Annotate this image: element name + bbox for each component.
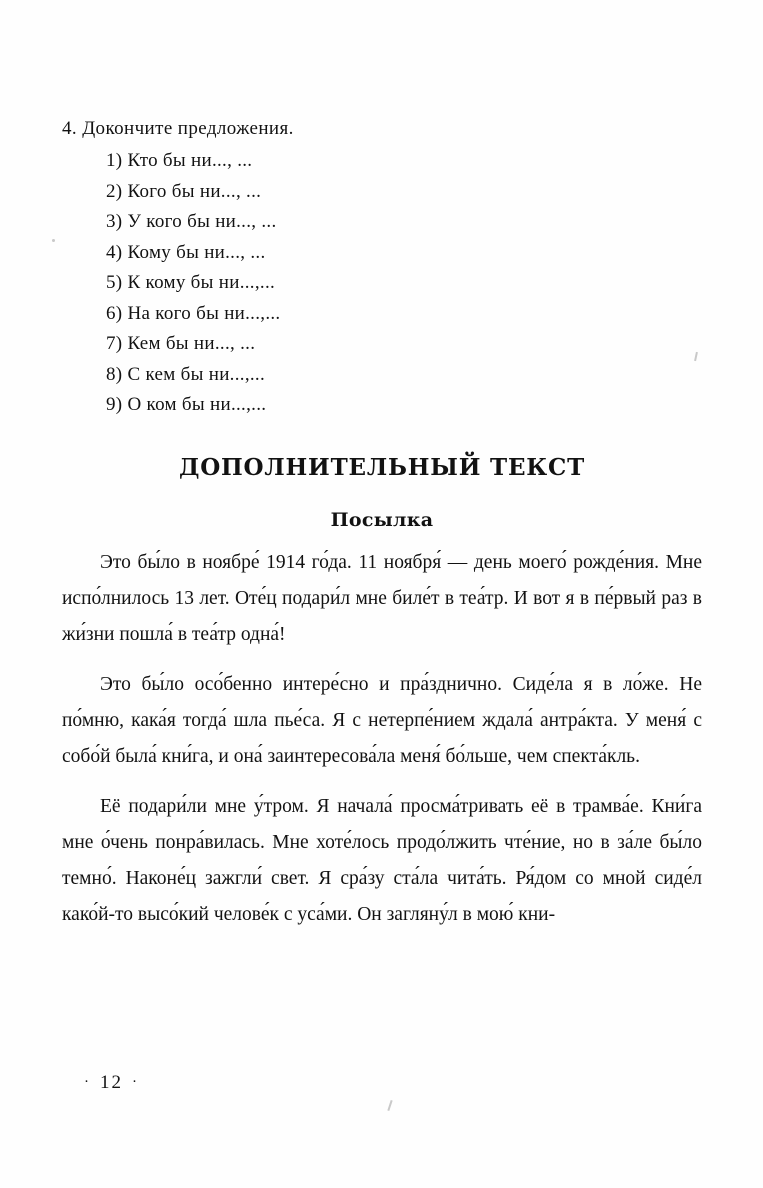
exercise-item: 3) У кого бы ни..., ... bbox=[106, 211, 277, 232]
exercise-item: 9) О ком бы ни...,... bbox=[106, 394, 267, 415]
story-paragraph: Это бы́ло осо́бенно интере́сно и пра́зднично. Сиде́ла я в ло́же. Не по́мню, кака́я тогда́ шла пье́са. Я с нетерпе́нием ждала́ антра́кта. У меня́ с собо́й была́ кни́га, и она́ заинтересова́ла меня́ бо́льше, чем спекта́кль. bbox=[62, 674, 702, 767]
story-title: Посылка bbox=[330, 509, 434, 531]
exercise-item: 5) К кому бы ни...,... bbox=[106, 272, 276, 293]
exercise-item: 1) Кто бы ни..., ... bbox=[106, 150, 253, 171]
folio-dot-right: · bbox=[132, 1074, 139, 1090]
scan-speck bbox=[387, 1100, 392, 1111]
exercise-list bbox=[62, 150, 702, 416]
page-footer bbox=[84, 1072, 139, 1094]
story-paragraph: Это бы́ло в ноябре́ 1914 го́да. 11 ноября́ — день моего́ рожде́ния. Мне испо́лнилось 13 лет. Оте́ц подари́л мне биле́т в теа́тр. И вот я в пе́рвый раз в жи́зни пошла́ в теа́тр одна́! bbox=[62, 552, 702, 645]
exercise-heading: 4. Докончите предложения. bbox=[62, 118, 294, 139]
page-number: 12 bbox=[100, 1072, 123, 1093]
scan-speck bbox=[52, 239, 55, 242]
exercise-item: 2) Кого бы ни..., ... bbox=[106, 180, 262, 202]
folio-dot-left: · bbox=[84, 1074, 91, 1090]
exercise-item: 6) На кого бы ни...,... bbox=[106, 302, 281, 324]
section-title: ДОПОЛНИТЕЛЬНЫЙ ТЕКСТ bbox=[178, 454, 586, 481]
page-content bbox=[62, 118, 702, 933]
exercise-item: 7) Кем бы ни..., ... bbox=[106, 333, 256, 354]
story-paragraph: Её подари́ли мне у́тром. Я начала́ просма́тривать её в трамва́е. Кни́га мне о́чень понра́вилась. Мне хоте́лось продо́лжить чте́ние, но в за́ле бы́ло темно́. Наконе́ц зажгли́ свет. Я сра́зу ста́ла чита́ть. Ря́дом со мной сиде́л како́й-то высо́кий челове́к с уса́ми. Он загляну́л в мою́ кни- bbox=[62, 796, 702, 925]
exercise-item: 4) Кому бы ни..., ... bbox=[106, 241, 266, 263]
exercise-item: 8) С кем бы ни...,... bbox=[106, 363, 266, 385]
